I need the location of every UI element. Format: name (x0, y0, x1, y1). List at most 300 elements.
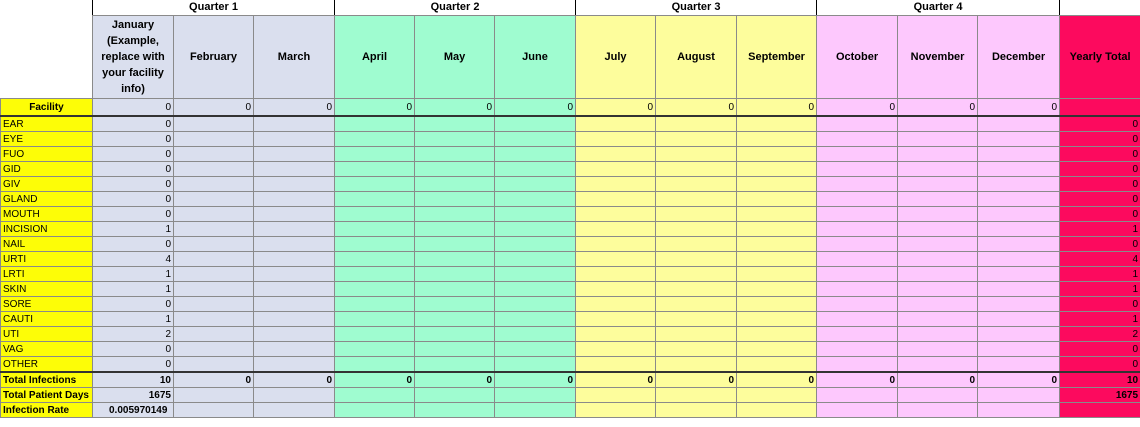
data-cell[interactable] (254, 147, 335, 162)
total-infections-cell[interactable]: 0 (978, 372, 1060, 388)
infection-rate-cell[interactable]: 0.005970149 (93, 403, 174, 418)
data-cell[interactable] (817, 132, 898, 147)
data-cell[interactable] (898, 297, 978, 312)
data-cell[interactable] (576, 297, 656, 312)
data-cell[interactable]: 0 (93, 147, 174, 162)
data-cell[interactable] (576, 282, 656, 297)
data-cell[interactable] (174, 222, 254, 237)
data-cell[interactable]: 4 (93, 252, 174, 267)
yearly-total-cell[interactable]: 0 (1060, 207, 1140, 222)
data-cell[interactable] (817, 147, 898, 162)
patient-days-cell[interactable] (174, 388, 254, 403)
data-cell[interactable] (335, 116, 415, 132)
data-cell[interactable] (656, 237, 737, 252)
yearly-total-cell[interactable]: 1 (1060, 312, 1140, 327)
data-cell[interactable] (817, 282, 898, 297)
data-cell[interactable]: 0 (93, 297, 174, 312)
data-cell[interactable] (335, 192, 415, 207)
data-cell[interactable] (254, 222, 335, 237)
yearly-total-cell[interactable]: 0 (1060, 116, 1140, 132)
data-cell[interactable] (335, 162, 415, 177)
data-cell[interactable] (174, 162, 254, 177)
infection-rate-yearly-cell[interactable] (1060, 403, 1140, 418)
data-cell[interactable] (978, 132, 1060, 147)
facility-value-cell[interactable]: 0 (737, 99, 817, 117)
infection-type-label: GIV (1, 177, 93, 192)
total-infections-row (1, 372, 1140, 388)
patient-days-cell[interactable] (576, 388, 656, 403)
data-cell[interactable] (737, 252, 817, 267)
data-cell[interactable] (898, 282, 978, 297)
data-cell[interactable] (817, 177, 898, 192)
month-header-7: July (576, 16, 656, 99)
data-cell[interactable] (737, 357, 817, 373)
data-cell[interactable] (576, 116, 656, 132)
data-cell[interactable] (737, 282, 817, 297)
data-cell[interactable] (737, 192, 817, 207)
data-cell[interactable] (254, 237, 335, 252)
data-cell[interactable] (174, 252, 254, 267)
data-cell[interactable] (335, 222, 415, 237)
data-cell[interactable] (335, 282, 415, 297)
data-cell[interactable] (495, 252, 576, 267)
data-cell[interactable]: 0 (93, 192, 174, 207)
data-cell[interactable] (335, 147, 415, 162)
facility-value-cell[interactable]: 0 (93, 99, 174, 117)
data-cell[interactable] (656, 222, 737, 237)
data-cell[interactable] (737, 177, 817, 192)
infection-type-label: OTHER (1, 357, 93, 373)
data-cell[interactable] (817, 116, 898, 132)
data-cell[interactable]: 0 (93, 132, 174, 147)
total-infections-cell[interactable]: 0 (174, 372, 254, 388)
data-cell[interactable] (254, 327, 335, 342)
data-cell[interactable] (898, 357, 978, 373)
yearly-total-cell[interactable]: 0 (1060, 237, 1140, 252)
data-cell[interactable] (335, 342, 415, 357)
data-cell[interactable] (254, 177, 335, 192)
infection-rate-cell[interactable] (576, 403, 656, 418)
data-cell[interactable] (335, 312, 415, 327)
data-cell[interactable] (817, 312, 898, 327)
data-cell[interactable] (978, 312, 1060, 327)
infection-row-uti (1, 327, 1140, 342)
data-cell[interactable] (817, 327, 898, 342)
data-cell[interactable] (495, 222, 576, 237)
total-infections-cell[interactable]: 0 (817, 372, 898, 388)
patient-days-cell[interactable] (978, 388, 1060, 403)
data-cell[interactable] (495, 147, 576, 162)
data-cell[interactable]: 0 (93, 116, 174, 132)
data-cell[interactable] (254, 252, 335, 267)
data-cell[interactable] (415, 342, 495, 357)
facility-value-cell[interactable]: 0 (495, 99, 576, 117)
infection-row-eye (1, 132, 1140, 147)
data-cell[interactable] (254, 282, 335, 297)
data-cell[interactable] (817, 357, 898, 373)
data-cell[interactable] (174, 192, 254, 207)
infection-row-vag (1, 342, 1140, 357)
data-cell[interactable] (978, 222, 1060, 237)
data-cell[interactable] (817, 267, 898, 282)
facility-value-cell[interactable]: 0 (656, 99, 737, 117)
data-cell[interactable] (656, 297, 737, 312)
data-cell[interactable] (817, 237, 898, 252)
data-cell[interactable] (335, 327, 415, 342)
data-cell[interactable] (495, 207, 576, 222)
total-infections-yearly-cell[interactable]: 10 (1060, 372, 1140, 388)
data-cell[interactable]: 1 (93, 222, 174, 237)
yearly-total-cell[interactable]: 0 (1060, 177, 1140, 192)
data-cell[interactable] (174, 297, 254, 312)
data-cell[interactable] (898, 252, 978, 267)
data-cell[interactable]: 0 (93, 342, 174, 357)
data-cell[interactable] (978, 177, 1060, 192)
data-cell[interactable] (898, 327, 978, 342)
infection-rate-cell[interactable] (254, 403, 335, 418)
data-cell[interactable]: 0 (93, 162, 174, 177)
data-cell[interactable] (415, 267, 495, 282)
facility-value-cell[interactable]: 0 (898, 99, 978, 117)
data-cell[interactable] (495, 327, 576, 342)
data-cell[interactable] (737, 132, 817, 147)
patient-days-cell[interactable] (254, 388, 335, 403)
data-cell[interactable] (495, 177, 576, 192)
data-cell[interactable] (254, 342, 335, 357)
data-cell[interactable] (817, 222, 898, 237)
data-cell[interactable] (335, 237, 415, 252)
data-cell[interactable] (495, 312, 576, 327)
data-cell[interactable] (415, 132, 495, 147)
infection-rate-cell[interactable] (898, 403, 978, 418)
data-cell[interactable] (174, 282, 254, 297)
facility-value-cell[interactable]: 0 (817, 99, 898, 117)
data-cell[interactable] (576, 207, 656, 222)
data-cell[interactable] (898, 162, 978, 177)
data-cell[interactable]: 0 (93, 177, 174, 192)
data-cell[interactable] (656, 342, 737, 357)
data-cell[interactable] (737, 162, 817, 177)
data-cell[interactable]: 1 (93, 282, 174, 297)
data-cell[interactable]: 0 (93, 207, 174, 222)
data-cell[interactable] (737, 342, 817, 357)
data-cell[interactable] (978, 162, 1060, 177)
data-cell[interactable] (817, 207, 898, 222)
facility-value-cell[interactable]: 0 (978, 99, 1060, 117)
data-cell[interactable] (495, 342, 576, 357)
data-cell[interactable] (495, 116, 576, 132)
facility-yearly-cell[interactable] (1060, 99, 1140, 117)
data-cell[interactable] (254, 132, 335, 147)
data-cell[interactable] (335, 267, 415, 282)
data-cell[interactable] (576, 342, 656, 357)
data-cell[interactable] (656, 207, 737, 222)
infection-rate-cell[interactable] (335, 403, 415, 418)
data-cell[interactable] (415, 207, 495, 222)
data-cell[interactable] (495, 192, 576, 207)
yearly-total-cell[interactable]: 0 (1060, 162, 1140, 177)
data-cell[interactable] (254, 207, 335, 222)
month-header-2: February (174, 16, 254, 99)
data-cell[interactable] (978, 116, 1060, 132)
data-cell[interactable] (415, 312, 495, 327)
yearly-total-cell[interactable]: 1 (1060, 267, 1140, 282)
data-cell[interactable] (656, 282, 737, 297)
data-cell[interactable] (415, 237, 495, 252)
data-cell[interactable] (737, 207, 817, 222)
data-cell[interactable] (737, 297, 817, 312)
data-cell[interactable] (415, 282, 495, 297)
data-cell[interactable] (898, 147, 978, 162)
total-patient-days-label: Total Patient Days (1, 388, 93, 403)
patient-days-cell[interactable] (817, 388, 898, 403)
data-cell[interactable] (656, 192, 737, 207)
data-cell[interactable] (576, 312, 656, 327)
data-cell[interactable] (174, 177, 254, 192)
data-cell[interactable] (576, 222, 656, 237)
data-cell[interactable] (495, 357, 576, 373)
infection-type-label: INCISION (1, 222, 93, 237)
total-infections-cell[interactable]: 0 (737, 372, 817, 388)
total-infections-cell[interactable]: 0 (415, 372, 495, 388)
infection-rate-cell[interactable] (737, 403, 817, 418)
data-cell[interactable] (254, 116, 335, 132)
data-cell[interactable] (656, 177, 737, 192)
yearly-total-cell[interactable]: 2 (1060, 327, 1140, 342)
data-cell[interactable] (495, 162, 576, 177)
infection-rate-cell[interactable] (978, 403, 1060, 418)
data-cell[interactable] (335, 177, 415, 192)
data-cell[interactable] (415, 162, 495, 177)
total-infections-cell[interactable]: 0 (335, 372, 415, 388)
data-cell[interactable] (335, 297, 415, 312)
data-cell[interactable] (335, 207, 415, 222)
yearly-total-cell[interactable]: 0 (1060, 357, 1140, 373)
data-cell[interactable] (737, 147, 817, 162)
data-cell[interactable] (576, 177, 656, 192)
infection-type-label: GID (1, 162, 93, 177)
data-cell[interactable]: 1 (93, 267, 174, 282)
data-cell[interactable] (898, 177, 978, 192)
facility-value-cell[interactable]: 0 (415, 99, 495, 117)
data-cell[interactable] (817, 252, 898, 267)
data-cell[interactable] (656, 357, 737, 373)
data-cell[interactable] (495, 132, 576, 147)
yearly-total-cell[interactable]: 0 (1060, 192, 1140, 207)
data-cell[interactable] (898, 192, 978, 207)
patient-days-cell[interactable]: 1675 (93, 388, 174, 403)
data-cell[interactable]: 1 (93, 312, 174, 327)
data-cell[interactable] (737, 116, 817, 132)
month-header-10: October (817, 16, 898, 99)
data-cell[interactable] (978, 192, 1060, 207)
data-cell[interactable] (174, 357, 254, 373)
month-header-12: December (978, 16, 1060, 99)
patient-days-cell[interactable] (335, 388, 415, 403)
data-cell[interactable] (656, 252, 737, 267)
data-cell[interactable] (576, 267, 656, 282)
patient-days-cell[interactable] (656, 388, 737, 403)
infection-row-fuo (1, 147, 1140, 162)
facility-value-cell[interactable]: 0 (254, 99, 335, 117)
data-cell[interactable] (576, 192, 656, 207)
data-cell[interactable] (978, 252, 1060, 267)
data-cell[interactable] (415, 192, 495, 207)
total-infections-cell[interactable]: 0 (495, 372, 576, 388)
data-cell[interactable] (415, 252, 495, 267)
data-cell[interactable] (495, 237, 576, 252)
data-cell[interactable] (254, 192, 335, 207)
data-cell[interactable] (817, 297, 898, 312)
data-cell[interactable] (254, 312, 335, 327)
infection-type-label: EYE (1, 132, 93, 147)
data-cell[interactable] (898, 222, 978, 237)
data-cell[interactable] (174, 267, 254, 282)
infection-row-urti (1, 252, 1140, 267)
data-cell[interactable] (978, 267, 1060, 282)
data-cell[interactable] (817, 192, 898, 207)
data-cell[interactable] (415, 327, 495, 342)
data-cell[interactable] (656, 267, 737, 282)
data-cell[interactable] (254, 357, 335, 373)
data-cell[interactable] (495, 267, 576, 282)
infection-type-label: NAIL (1, 237, 93, 252)
data-cell[interactable] (174, 116, 254, 132)
facility-value-cell[interactable]: 0 (335, 99, 415, 117)
data-cell[interactable] (415, 116, 495, 132)
facility-value-cell[interactable]: 0 (174, 99, 254, 117)
data-cell[interactable] (335, 357, 415, 373)
data-cell[interactable] (978, 207, 1060, 222)
facility-row (1, 99, 1140, 117)
data-cell[interactable] (656, 147, 737, 162)
data-cell[interactable] (335, 252, 415, 267)
data-cell[interactable] (174, 342, 254, 357)
data-cell[interactable] (978, 282, 1060, 297)
data-cell[interactable] (817, 162, 898, 177)
yearly-total-cell[interactable]: 1 (1060, 282, 1140, 297)
data-cell[interactable] (335, 132, 415, 147)
data-cell[interactable] (254, 162, 335, 177)
data-cell[interactable] (737, 237, 817, 252)
facility-label: Facility (1, 99, 93, 117)
yearly-total-cell[interactable]: 0 (1060, 297, 1140, 312)
data-cell[interactable] (174, 312, 254, 327)
data-cell[interactable] (978, 297, 1060, 312)
data-cell[interactable] (898, 267, 978, 282)
infection-row-incision (1, 222, 1140, 237)
infection-rate-cell[interactable] (415, 403, 495, 418)
data-cell[interactable] (737, 312, 817, 327)
total-infections-cell[interactable]: 0 (656, 372, 737, 388)
total-infections-cell[interactable]: 0 (254, 372, 335, 388)
month-header-1: January (Example, replace with your facility info) (93, 16, 174, 99)
yearly-total-cell[interactable]: 0 (1060, 147, 1140, 162)
data-cell[interactable] (737, 222, 817, 237)
data-cell[interactable] (656, 162, 737, 177)
data-cell[interactable] (656, 312, 737, 327)
data-cell[interactable] (174, 132, 254, 147)
quarter-header-row (1, 0, 1140, 16)
data-cell[interactable] (254, 267, 335, 282)
data-cell[interactable] (898, 132, 978, 147)
patient-days-cell[interactable] (415, 388, 495, 403)
yearly-total-cell[interactable]: 1 (1060, 222, 1140, 237)
infection-rate-cell[interactable] (817, 403, 898, 418)
data-cell[interactable] (415, 177, 495, 192)
data-cell[interactable] (576, 147, 656, 162)
data-cell[interactable] (978, 357, 1060, 373)
month-header-3: March (254, 16, 335, 99)
yearly-total-cell[interactable]: 4 (1060, 252, 1140, 267)
total-infections-cell[interactable]: 0 (576, 372, 656, 388)
data-cell[interactable] (737, 327, 817, 342)
data-cell[interactable] (576, 237, 656, 252)
data-cell[interactable] (978, 237, 1060, 252)
infection-type-label: FUO (1, 147, 93, 162)
facility-value-cell[interactable]: 0 (576, 99, 656, 117)
yearly-total-cell[interactable]: 0 (1060, 132, 1140, 147)
data-cell[interactable] (174, 327, 254, 342)
data-cell[interactable] (656, 132, 737, 147)
infection-rate-cell[interactable] (174, 403, 254, 418)
data-cell[interactable] (415, 297, 495, 312)
data-cell[interactable] (978, 342, 1060, 357)
data-cell[interactable] (576, 132, 656, 147)
data-cell[interactable] (817, 342, 898, 357)
yearly-total-cell[interactable]: 0 (1060, 342, 1140, 357)
infection-rate-cell[interactable] (656, 403, 737, 418)
data-cell[interactable] (978, 327, 1060, 342)
total-infections-cell[interactable]: 0 (898, 372, 978, 388)
data-cell[interactable] (174, 207, 254, 222)
data-cell[interactable]: 0 (93, 237, 174, 252)
data-cell[interactable] (737, 267, 817, 282)
data-cell[interactable]: 0 (93, 357, 174, 373)
data-cell[interactable] (495, 282, 576, 297)
data-cell[interactable] (898, 237, 978, 252)
data-cell[interactable]: 2 (93, 327, 174, 342)
data-cell[interactable] (254, 297, 335, 312)
data-cell[interactable] (415, 147, 495, 162)
data-cell[interactable] (174, 237, 254, 252)
data-cell[interactable] (576, 357, 656, 373)
data-cell[interactable] (898, 116, 978, 132)
patient-days-cell[interactable] (737, 388, 817, 403)
infection-rate-cell[interactable] (495, 403, 576, 418)
total-infections-cell[interactable]: 10 (93, 372, 174, 388)
infection-row-ear (1, 116, 1140, 132)
patient-days-cell[interactable] (495, 388, 576, 403)
data-cell[interactable] (576, 327, 656, 342)
month-header-4: April (335, 16, 415, 99)
patient-days-cell[interactable] (898, 388, 978, 403)
data-cell[interactable] (898, 342, 978, 357)
data-cell[interactable] (656, 116, 737, 132)
data-cell[interactable] (495, 297, 576, 312)
total-patient-days-yearly-cell[interactable]: 1675 (1060, 388, 1140, 403)
data-cell[interactable] (415, 222, 495, 237)
data-cell[interactable] (174, 147, 254, 162)
data-cell[interactable] (898, 312, 978, 327)
month-header-9: September (737, 16, 817, 99)
data-cell[interactable] (978, 147, 1060, 162)
data-cell[interactable] (656, 327, 737, 342)
data-cell[interactable] (576, 162, 656, 177)
data-cell[interactable] (415, 357, 495, 373)
data-cell[interactable] (576, 252, 656, 267)
data-cell[interactable] (898, 207, 978, 222)
